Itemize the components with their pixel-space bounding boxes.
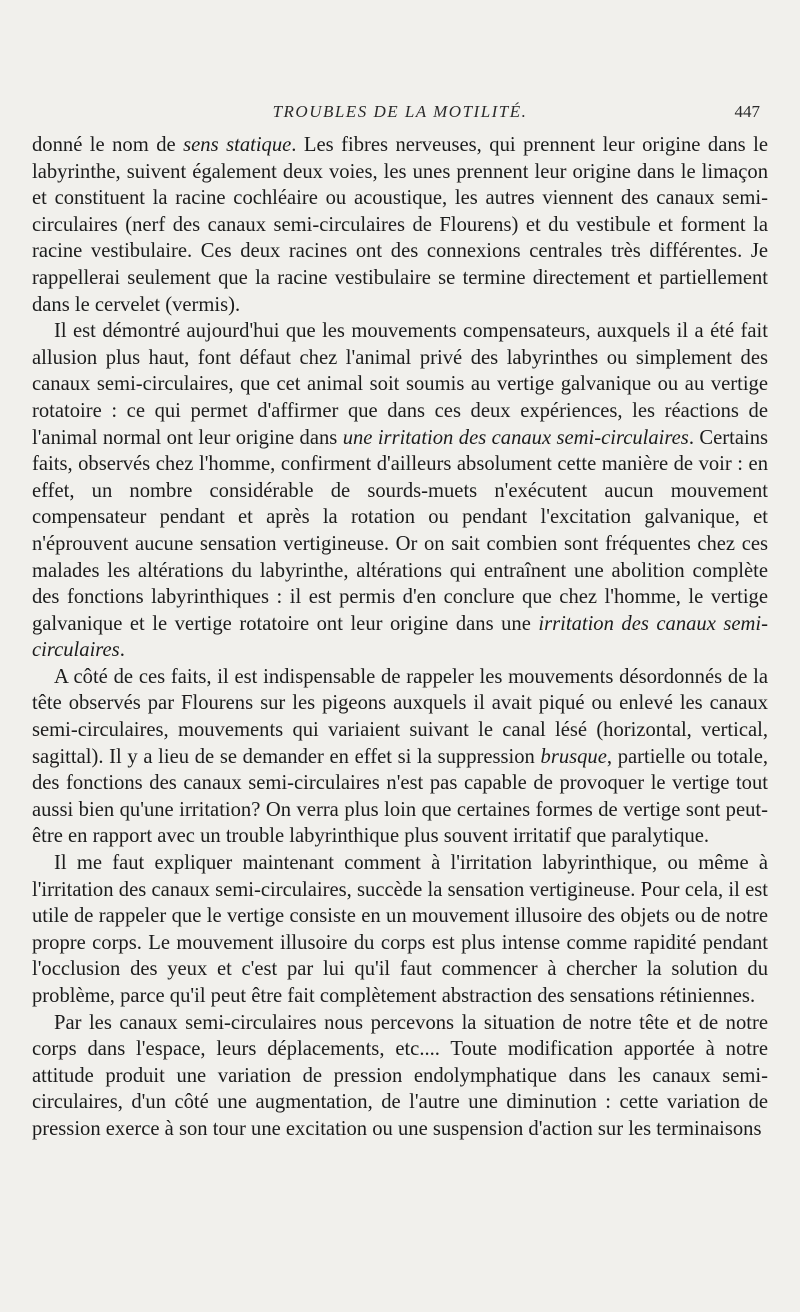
text-run: , partielle ou totale, des fonctions des canaux semi-circulaires n'est pas capable de provoquer le vertige tout aussi bien qu'une irritation? On verra plus loin que certaines formes de vertige sont peut-être en rapport avec un trouble labyrinthique plus souvent irritatif que paralytique. <box>32 745 768 848</box>
text-run: . Les fibres nerveuses, qui prennent leur origine dans le labyrinthe, suivent également deux voies, les unes prennent leur origine dans le limaçon et constituent la racine cochléaire ou acoustique, les autres viennent des canaux semi-circulaires (nerf des canaux semi-circulaires de Flourens) et du vestibule et forment la racine vestibulaire. Ces deux racines ont des connexions centrales très différentes. Je rappellerai seulement que la racine vestibulaire se termine directement et partiellement dans le cervelet (vermis). <box>32 134 768 316</box>
text-run: . <box>119 639 125 662</box>
running-head <box>32 98 768 124</box>
italic-text: brusque <box>540 745 607 768</box>
body-text <box>32 132 768 1143</box>
paragraph <box>32 664 768 850</box>
paragraph <box>32 132 768 318</box>
italic-text: une irritation des canaux semi-circulaires <box>342 426 689 449</box>
text-run: Par les canaux semi-circulaires nous percevons la situation de notre tête et de notre corps dans l'espace, leurs déplacements, etc.... Toute modification apportée à notre attitude produit une variation de pression endolymphatique dans les canaux semi-circulaires, d'un côté une augmentation, de l'autre une diminution : cette variation de pression exerce à son tour une excitation ou une suspension d'action sur les terminaisons <box>32 1011 768 1140</box>
text-run: A côté de ces faits, il est indispensable de rappeler les mouvements désordonnés de la tête observés par Flourens sur les pigeons auxquels il avait piqué ou enlevé les canaux semi-circulaires, mouvements qui variaient suivant le canal lésé (horizontal, vertical, sagittal). Il y a lieu de se demander en effet si la suppression <box>32 665 768 768</box>
text-run: Il me faut expliquer maintenant comment à l'irritation labyrinthique, ou même à l'irritation des canaux semi-circulaires, succède la sensation vertigineuse. Pour cela, il est utile de rappeler que le vertige consiste en un mouvement illusoire des objets ou de notre propre corps. Le mouvement illusoire du corps est plus intense comme rapidité pendant l'occlusion des yeux et c'est par lui qu'il faut commencer à chercher la solution du problème, parce qu'il peut être fait complètement abstraction des sensations rétiniennes. <box>32 852 768 1007</box>
italic-text: sens statique <box>183 134 292 156</box>
text-run: . Certains faits, observés chez l'homme, confirment d'ailleurs absolument cette manière de voir : en effet, un nombre considérable de sourds-muets n'exécutent aucun mouvement compensateur pendant et après la rotation ou pendant l'excitation galvanique, et n'éprouvent aucune sensation vertigineuse. Or on sait combien sont fréquentes chez ces malades les altérations du labyrinthe, altérations qui entraînent une abolition complète des fonctions labyrinthiques : il est permis d'en conclure que chez l'homme, le vertige galvanique et le vertige rotatoire ont leur origine dans une <box>32 426 768 635</box>
italic-text: irritation des canaux semi-circulaires <box>32 612 768 662</box>
page-number: 447 <box>734 102 760 121</box>
paragraph <box>32 850 768 1010</box>
text-run: Il est démontré aujourd'hui que les mouvements compensateurs, auxquels il a été fait allusion plus haut, font défaut chez l'animal privé des labyrinthes ou simplement des canaux semi-circulaires, que cet animal soit soumis au vertige galvanique ou au vertige rotatoire : ce qui permet d'affirmer que dans ces deux expériences, les réactions de l'animal normal ont leur origine dans <box>32 320 768 449</box>
text-run: donné le nom de <box>32 134 184 156</box>
paragraph <box>32 318 768 664</box>
paragraph <box>32 1010 768 1143</box>
running-title: TROUBLES DE LA MOTILITÉ. <box>272 102 528 121</box>
